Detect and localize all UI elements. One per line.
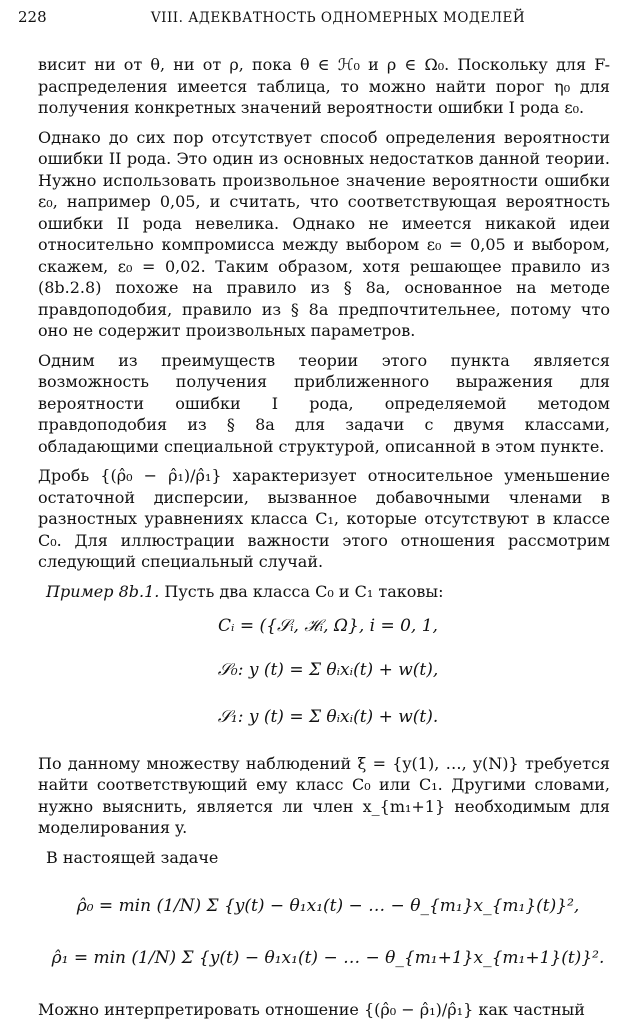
running-header [18, 8, 606, 30]
equation-rho1: ρ̂₁ = min (1/N) Σ {y(t) − θ₁x₁(t) − … − θ_{m₁+1}x_{m₁+1}(t)}². [51, 947, 605, 968]
running-title: VIII. АДЕКВАТНОСТЬ ОДНОМЕРНЫХ МОДЕЛЕЙ [150, 10, 526, 26]
paragraph-6: В настоящей задаче [46, 847, 219, 867]
example-label: Пример 8b.1. [46, 581, 160, 601]
page-number: 228 [18, 8, 47, 26]
example-line [46, 581, 610, 603]
paragraph-4: Дробь {(ρ̂₀ − ρ̂₁)/ρ̂₁} характеризует относительное уменьшение остаточной дисперсии, вызванное добавочными членами в разностных уравнениях класса C₁, которые отсутствуют в классе C₀. Для иллюстрации важности этого отношения рассмотрим следующий специальный случай. [38, 466, 610, 571]
paragraph-7: Можно интерпретировать отношение {(ρ̂₀ − ρ̂₁)/ρ̂₁} как частный [38, 1000, 585, 1019]
paragraph-2: Однако до сих пор отсутствует способ определения вероятности ошибки II рода. Это один из основных недостатков данной теории. Нужно использовать произвольное значение вероятности ошибки ε₀, например 0,05, и считать, что соответствующая вероятность ошибки II рода невелика. Однако не имеется никакой идеи относительно компромисса между выбором ε₀ = 0,05 и выбором, скажем, ε₀ = 0,02. Таким образом, хотя решающее правило из (8b.2.8) похоже на правило из § 8a, основанное на методе правдоподобия, правило из § 8a предпочтительнее, потому что оно не содержит произвольных параметров. [38, 127, 610, 340]
paragraph-5: По данному множеству наблюдений ξ = {y(1), …, y(N)} требуется найти соответствующий ему класс C₀ или C₁. Другими словами, нужно выяснить, является ли член x_{m₁+1} необходимым для моделирования y. [38, 753, 610, 837]
paragraph-3: Одним из преимуществ теории этого пункта является возможность получения приближенного выражения для вероятности ошибки I рода, определяемой методом правдоподобия из § 8a для задачи с двумя классами, обладающими специальной структурой, описанной в этом пункте. [38, 350, 610, 456]
equation-classes: Cᵢ = ({𝒮ᵢ, ℋᵢ, Ω}, i = 0, 1, [218, 616, 438, 636]
page-body [38, 54, 610, 1021]
equation-rho0: ρ̂₀ = min (1/N) Σ {y(t) − θ₁x₁(t) − … − θ_{m₁}x_{m₁}(t)}², [76, 896, 580, 916]
equation-s1: 𝒮₁: y (t) = Σ θᵢxᵢ(t) + w(t). [217, 707, 439, 727]
paragraph-1: висит ни от θ, ни от ρ, пока θ ∈ ℋ₀ и ρ ∈ Ω₀. Поскольку для F-распределения имеется таблица, то можно найти порог η₀ для получения конкретных значений вероятности ошибки I рода ε₀. [38, 55, 610, 117]
example-text: Пусть два класса C₀ и C₁ таковы: [159, 581, 444, 601]
equation-s0: 𝒮₀: y (t) = Σ θᵢxᵢ(t) + w(t), [217, 659, 439, 680]
